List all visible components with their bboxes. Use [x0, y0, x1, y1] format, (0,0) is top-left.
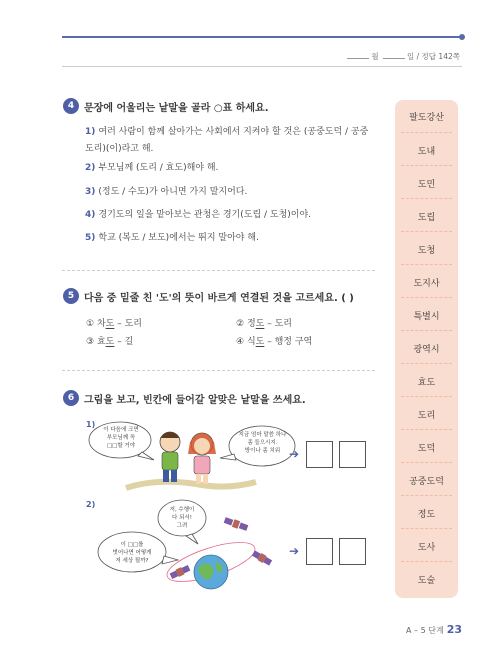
bubble-line: 이 □□를: [120, 542, 144, 548]
word-bank-item: 도립: [417, 213, 436, 223]
q4-item-2[interactable]: [85, 160, 375, 177]
bubble-line: 부모님께 꼭: [106, 435, 136, 441]
arrow-right-icon: ➔: [289, 447, 300, 461]
q5-choice-4[interactable]: [236, 334, 312, 347]
q4-item-3-number: 3): [85, 187, 96, 197]
choice-meaning: – 행정 구역: [264, 337, 313, 347]
word-bank-separator: [401, 330, 452, 331]
choice-number: ③: [86, 337, 95, 347]
q6-bubble-left-1: [96, 426, 146, 450]
q5-choice-3[interactable]: [86, 334, 133, 347]
q4-item-5[interactable]: [85, 230, 375, 247]
word-bank-item: 효도: [417, 378, 436, 388]
word-bank-item: 도술: [417, 576, 436, 586]
top-rule: [62, 36, 462, 38]
question-4-heading: [63, 98, 269, 114]
q6-item-2-answer-box-1[interactable]: [306, 538, 333, 565]
word-bank-item: 도덕: [417, 444, 436, 454]
bubble-line: 지금 엄마 말씀 하나: [238, 432, 287, 438]
q4-item-3-text: (정도 / 수도)가 아니면 가지 말지어다.: [98, 187, 248, 197]
q5-choice-2[interactable]: [236, 316, 292, 329]
q6-bubble-left-2: [100, 541, 164, 565]
choice-number: ①: [86, 319, 95, 329]
step-label: A – 5 단계: [406, 626, 444, 635]
word-bank-item: 특별시: [413, 312, 440, 322]
date-rule: [62, 66, 462, 67]
question-6-heading: [63, 390, 306, 406]
word-bank-separator: [401, 528, 452, 529]
question-5-heading: [63, 288, 354, 304]
question-4-number: 4: [63, 98, 79, 114]
question-5-instruction: 다음 중 밑줄 친 '도'의 뜻이 바르게 연결된 것을 고르세요. ( ): [84, 292, 354, 304]
word-bank-separator: [401, 264, 452, 265]
q4-item-1-number: 1): [85, 127, 96, 137]
q4-item-1[interactable]: [85, 124, 375, 158]
choice-underlined-char: 도: [255, 337, 265, 347]
q4-item-4[interactable]: [85, 207, 375, 224]
question-4-instruction: 문장에 어울리는 낱말을 골라 ○표 하세요.: [84, 102, 269, 114]
choice-number: ④: [236, 337, 245, 347]
word-bank-separator: [401, 231, 452, 232]
word-bank-item: 광역시: [413, 345, 440, 355]
q4-item-2-text: 부모님께 (도리 / 효도)해야 해.: [98, 163, 219, 173]
choice-underlined-char: 도: [105, 319, 115, 329]
word-bank-item: 공중도덕: [409, 477, 444, 487]
bubble-line: □□할 거야: [106, 443, 136, 449]
day-blank[interactable]: [383, 52, 405, 59]
date-line: [345, 51, 460, 62]
bubble-line: 좀 들으시지.: [247, 440, 278, 446]
word-bank-item: 도사: [417, 543, 436, 553]
q6-item-1-number: 1): [86, 420, 96, 429]
word-bank-item: 도민: [417, 180, 436, 190]
choice-word-start: 효: [96, 337, 106, 347]
q6-item-1-answer-box-2[interactable]: [339, 441, 366, 468]
word-bank-separator: [401, 429, 452, 430]
question-5-number: 5: [63, 288, 79, 304]
word-bank-item: 도내: [417, 147, 436, 157]
q4-item-2-number: 2): [85, 163, 96, 173]
q6-bubble-right-1: [235, 431, 290, 455]
day-answer-label: 일 / 정답 142쪽: [407, 52, 460, 61]
month-blank[interactable]: [347, 52, 369, 59]
section-divider: [62, 370, 375, 371]
word-bank-separator: [401, 297, 452, 298]
page-footer: [406, 623, 462, 636]
choice-word-start: 정: [246, 319, 256, 329]
word-bank-separator: [401, 495, 452, 496]
q4-item-4-text: 경기도의 일을 맡아보는 관청은 경기(도립 / 도청)이야.: [98, 210, 312, 220]
q4-item-5-text: 학교 (복도 / 보도)에서는 뛰지 말아야 해.: [98, 233, 259, 243]
month-label: 월: [371, 52, 379, 61]
choice-underlined-char: 도: [255, 319, 265, 329]
question-6-number: 6: [63, 390, 79, 406]
word-bank-item: 팔도강산: [409, 113, 444, 123]
choice-word-start: 차: [96, 319, 106, 329]
word-bank-item: 도청: [417, 246, 436, 256]
word-bank-separator: [401, 561, 452, 562]
word-bank-panel: [395, 100, 458, 598]
word-bank-separator: [401, 363, 452, 364]
choice-underlined-char: 도: [105, 337, 115, 347]
bubble-line: 저, 수행이: [169, 507, 195, 513]
bubble-line: 방이나 좀 치워: [244, 448, 281, 454]
choice-meaning: – 길: [114, 337, 134, 347]
word-bank-item: 도리: [417, 411, 436, 421]
word-bank-item: 정도: [417, 510, 436, 520]
q4-item-4-number: 4): [85, 210, 96, 220]
bubble-line: 그려: [176, 523, 188, 529]
q6-item-1-answer-box-1[interactable]: [306, 441, 333, 468]
question-6-instruction: 그림을 보고, 빈칸에 들어갈 알맞은 낱말을 쓰세요.: [84, 394, 306, 406]
word-bank-item: 도지사: [413, 279, 440, 289]
word-bank-separator: [401, 198, 452, 199]
q6-item-2-number: 2): [86, 500, 96, 509]
q6-item-2-answer-box-2[interactable]: [339, 538, 366, 565]
word-bank-separator: [401, 462, 452, 463]
section-divider: [62, 270, 375, 271]
choice-meaning: – 도리: [114, 319, 142, 329]
choice-number: ②: [236, 319, 245, 329]
q4-item-5-number: 5): [85, 233, 96, 243]
q4-item-1-text: 여러 사람이 함께 살아가는 사회에서 지켜야 할 것은 (공중도덕 / 공중도리)(이)라고 해.: [85, 127, 369, 154]
bubble-line: 이 다음에 크면: [103, 427, 139, 433]
choice-word-start: 식: [246, 337, 256, 347]
bubble-line: 다 되서!: [172, 515, 192, 521]
word-bank-separator: [401, 165, 452, 166]
q5-choice-1[interactable]: [86, 316, 142, 329]
choice-meaning: – 도리: [264, 319, 292, 329]
q6-bubble-top-2: [162, 506, 202, 530]
arrow-right-icon: ➔: [289, 544, 300, 558]
q4-item-3[interactable]: [85, 184, 375, 201]
word-bank-separator: [401, 132, 452, 133]
page-number: 23: [446, 623, 462, 636]
bubble-line: 저 세상 될까?: [115, 558, 149, 564]
word-bank-separator: [401, 396, 452, 397]
bubble-line: 벗어나면 어떻게: [112, 550, 152, 556]
